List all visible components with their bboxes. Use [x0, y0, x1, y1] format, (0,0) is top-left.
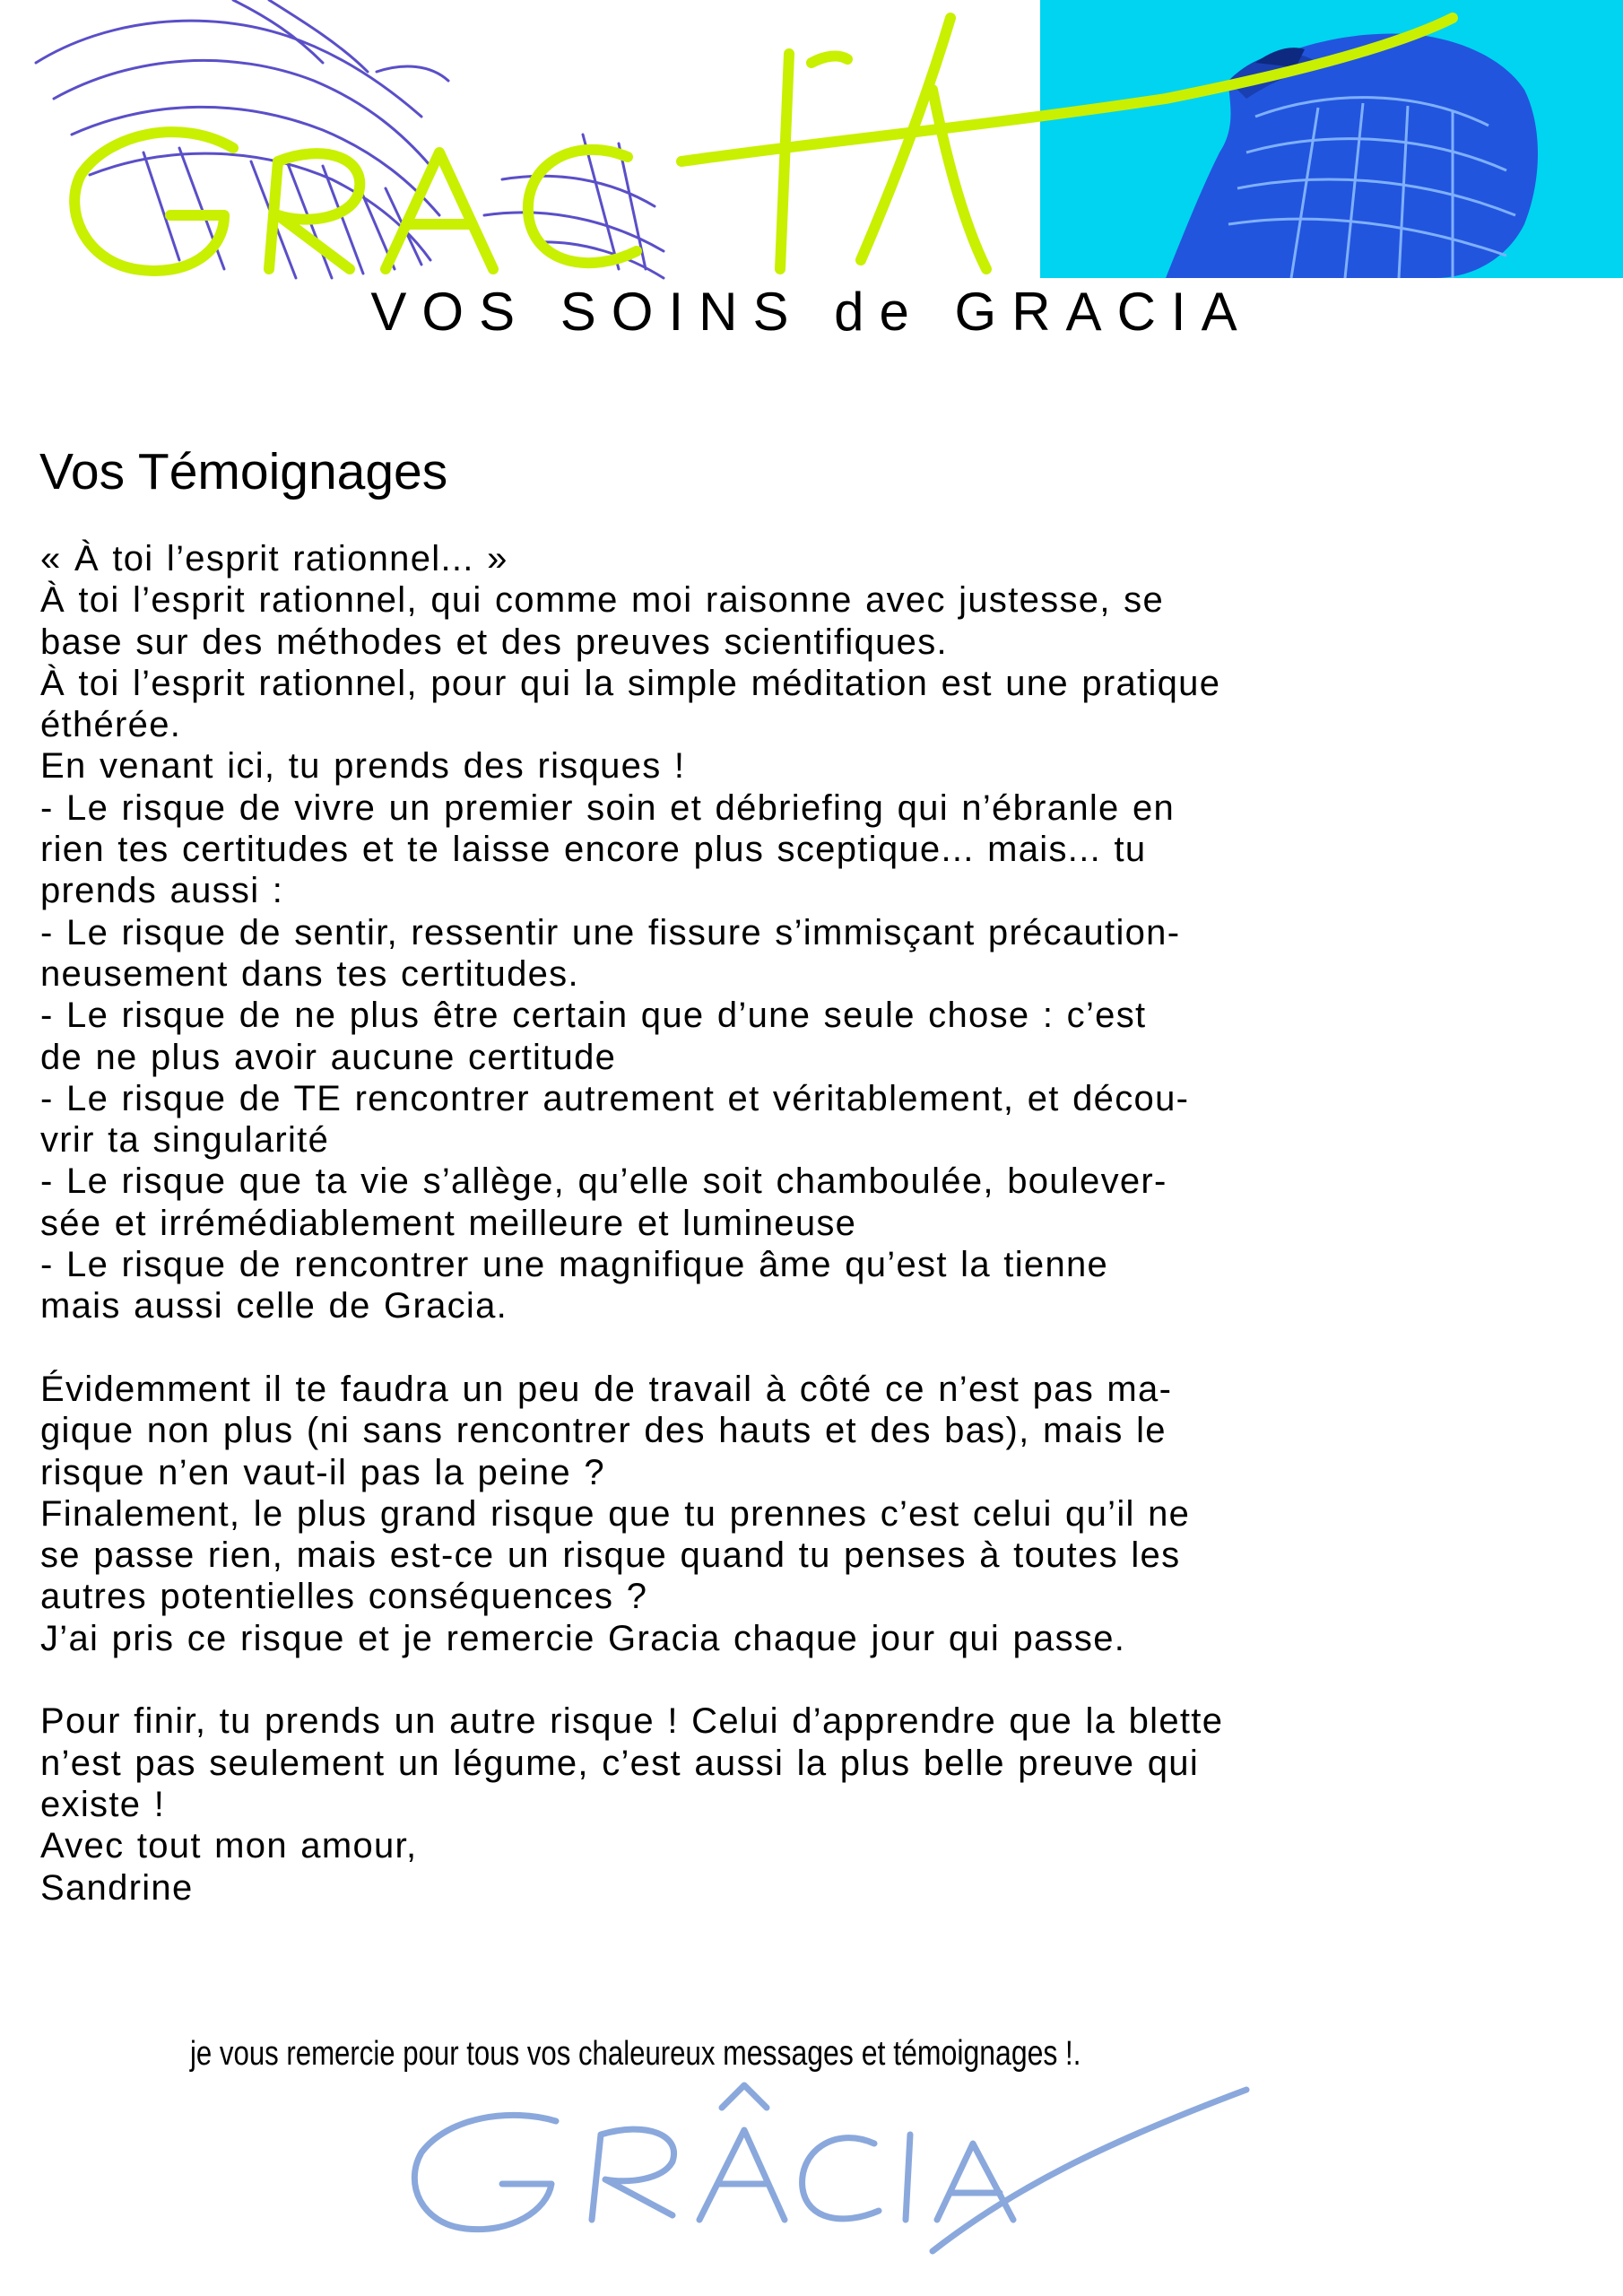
- letter-line: sée et irrémédiablement meilleure et lumineuse: [40, 1203, 857, 1243]
- letter-line: - Le risque de TE rencontrer autrement et véritablement, et décou-: [40, 1078, 1190, 1118]
- letter-line: À toi l’esprit rationnel, pour qui la simple méditation est une pratique: [40, 663, 1221, 703]
- paragraph-break: [40, 1327, 1592, 1369]
- letter-line: Évidemment il te faudra un peu de travail à côté ce n’est pas ma-: [40, 1369, 1173, 1409]
- letter-line: « À toi l’esprit rationnel... »: [40, 539, 508, 578]
- thanks-suffix: !.: [1057, 2035, 1081, 2073]
- letter-line: - Le risque de ne plus être certain que d’une seule chose : c’est: [40, 996, 1147, 1036]
- header-banner: [0, 0, 1623, 287]
- paragraph-break: [40, 1659, 1592, 1700]
- letter-line: - Le risque de rencontrer une magnifique âme qu’est la tienne: [40, 1245, 1109, 1285]
- section-title: Vos Témoignages: [39, 443, 448, 500]
- letter-line: se passe rien, mais est-ce un risque quand tu penses à toutes les: [40, 1535, 1181, 1576]
- letter-line: vrir ta singularité: [40, 1120, 330, 1161]
- letter-line: base sur des méthodes et des preuves scientifiques.: [40, 622, 948, 662]
- letter-line: Finalement, le plus grand risque que tu prennes c’est celui qu’il ne: [40, 1493, 1191, 1534]
- letter-line: rien tes certitudes et te laisse encore plus sceptique... mais... tu: [40, 830, 1147, 870]
- letter-line: prends aussi :: [40, 871, 284, 911]
- letter-line: de ne plus avoir aucune certitude: [40, 1037, 617, 1077]
- signature-icon: [386, 2036, 1282, 2269]
- thanks-emphasis: messages et témoignages: [723, 2034, 1058, 2073]
- letter-line: J’ai pris ce risque et je remercie Gracia chaque jour qui passe.: [40, 1618, 1126, 1658]
- letter-line: Avec tout mon amour,: [40, 1826, 418, 1866]
- letter-line: risque n’en vaut-il pas la peine ?: [40, 1452, 605, 1492]
- letter-line: - Le risque que ta vie s’allège, qu’elle soit chamboulée, boulever-: [40, 1161, 1167, 1202]
- letter-line: À toi l’esprit rationnel, qui comme moi raisonne avec justesse, se: [40, 580, 1164, 621]
- letter-line: mais aussi celle de Gracia.: [40, 1286, 508, 1326]
- thanks-prefix: je vous remercie pour tous vos chaleureux: [190, 2035, 724, 2073]
- letter-line: éthérée.: [40, 705, 182, 745]
- letter-line: n’est pas seulement un légume, c’est aussi la plus belle preuve qui: [40, 1743, 1200, 1783]
- testimonial-letter: [40, 538, 1592, 1909]
- letter-line: existe !: [40, 1784, 166, 1824]
- letter-line: gique non plus (ni sans rencontrer des hauts et des bas), mais le: [40, 1411, 1167, 1451]
- letter-line: En venant ici, tu prends des risques !: [40, 746, 686, 787]
- page-header-title: VOS SOINS de GRACIA: [370, 282, 1253, 342]
- letter-line: - Le risque de vivre un premier soin et débriefing qui n’ébranle en: [40, 787, 1176, 828]
- letter-line: Pour finir, tu prends un autre risque ! Celui d’apprendre que la blette: [40, 1701, 1224, 1742]
- letter-line: - Le risque de sentir, ressentir une fissure s’immisçant précaution-: [40, 912, 1181, 952]
- letter-line: autres potentielles conséquences ?: [40, 1577, 648, 1617]
- letter-line: Sandrine: [40, 1867, 194, 1908]
- letter-line: neusement dans tes certitudes.: [40, 953, 579, 994]
